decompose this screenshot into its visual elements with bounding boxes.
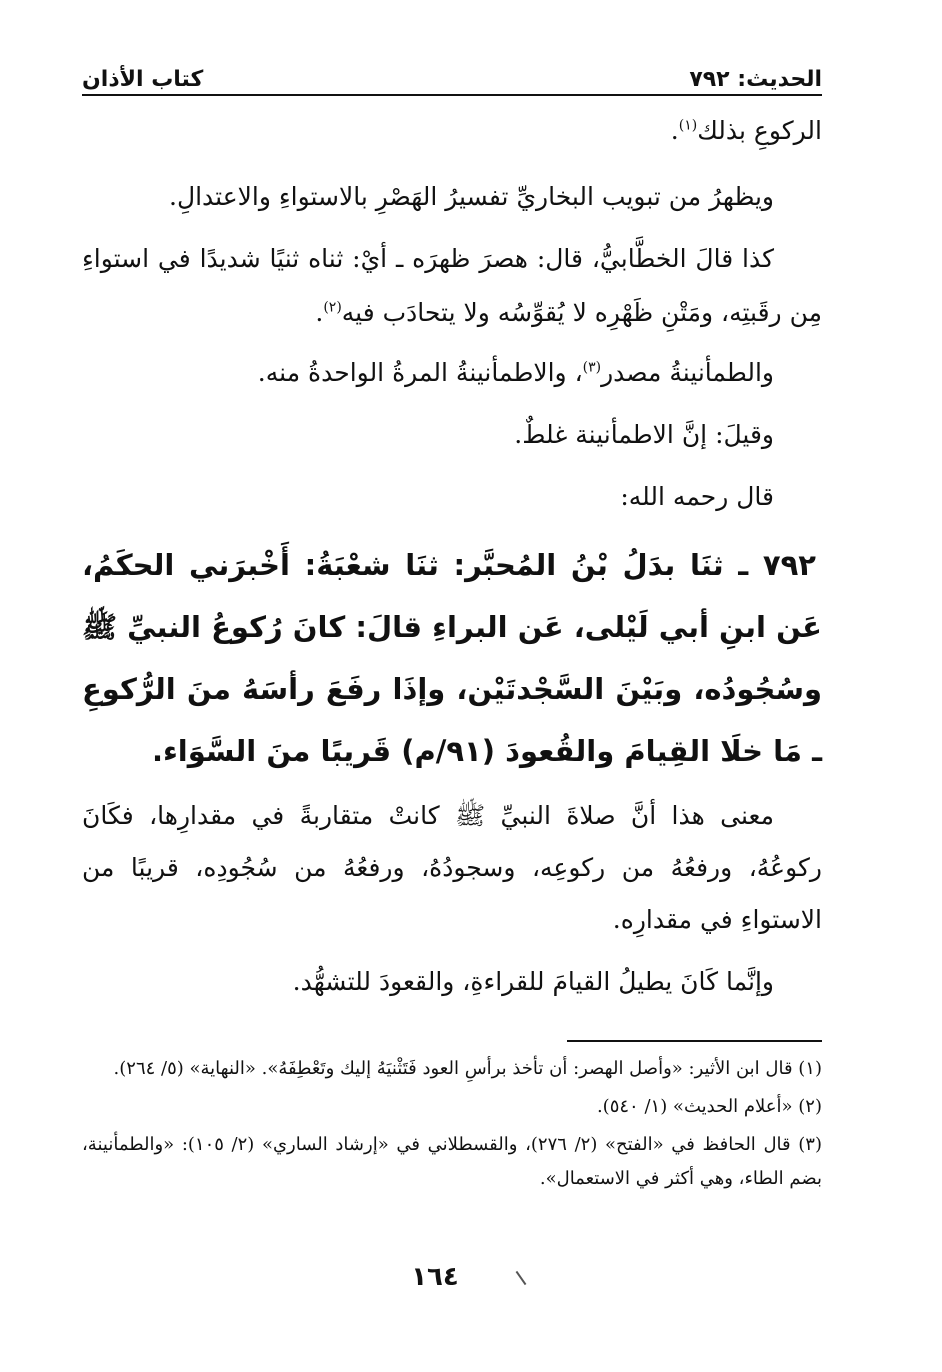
hadith-reference: الحديث: ٧٩٢ — [689, 67, 822, 92]
paragraph — [82, 232, 822, 340]
footnote-rule — [567, 1040, 822, 1042]
paragraph — [82, 346, 822, 400]
scan-mark — [516, 1271, 527, 1285]
commentary-paragraph: وإنَّما كَانَ يطيلُ القيامَ للقراءةِ، والقعودَ للتشهُّد. — [292, 967, 774, 996]
paragraph: قال رحمه الله: — [620, 482, 774, 511]
paragraph-text: كذا قالَ الخطَّابيُّ، قال: هصرَ ظهرَه ـ أيْ: ثناه ثنيًا شديدًا في استواءِ مِن رقَبتِه، ومَتْنِ ظَهْرِه لا يُقوِّسُه ولا يتحادَب فيه — [82, 244, 822, 327]
running-head — [82, 52, 822, 92]
paragraph: وقيلَ: إنَّ الاطمأنينة غلطٌ. — [514, 420, 774, 449]
page-number: ١٦٤ — [411, 1262, 459, 1292]
footnote: (٢) «أعلام الحديث» (١/ ٥٤٠). — [596, 1096, 822, 1117]
paragraph-end: . — [315, 298, 324, 327]
footnote-marker: (٣) — [582, 359, 602, 376]
footnotes — [82, 1052, 822, 1200]
book-title: كتاب الأذان — [82, 67, 204, 92]
paragraph-text: والطمأنينةُ مصدر — [601, 358, 774, 387]
footnote-marker: (١) — [678, 117, 698, 134]
paragraph-text: الركوعِ بذلك — [697, 116, 822, 145]
commentary-paragraph: معنى هذا أنَّ صلاةَ النبيِّ ﷺ كانتْ متقاربةً في مقدارِها، فكَانَ ركوعُهُ، ورفعُهُ من ركوعِه، وسجودُهُ، ورفعُهُ من سُجُودِه، قريبًا من الاستواءِ في مقدارِه. — [82, 801, 822, 934]
footnote-marker: (٢) — [323, 299, 342, 316]
footnote: (٣) قال الحافظ في «الفتح» (٢/ ٢٧٦)، والقسطلاني في «إرشاد الساري» (٢/ ١٠٥): «والطمأنينة، بضم الطاء، وهي أكثر في الاستعمال». — [82, 1134, 822, 1189]
paragraph-end: . — [670, 116, 679, 145]
paragraph-continuation — [82, 104, 822, 158]
paragraph: ويظهرُ من تبويب البخاريِّ تفسيرُ الهَصْرِ بالاستواءِ والاعتدالِ. — [169, 182, 774, 211]
header-rule — [82, 94, 822, 96]
hadith-text: ٧٩٢ ـ ثنَا بدَلُ بْنُ المُحبَّر: ثنَا شعْبَةُ: أَخْبرَني الحكَمُ، عَن ابنِ أبي لَيْلى، عَن البراءِ قالَ: كانَ رُكوعُ النبيِّ ﷺ وسُجُودُه، وبَيْنَ السَّجْدتَيْن، وإذَا رفَعَ رأسَهُ منَ الرُّكوعِ ـ مَا خلَا القِيامَ والقُعودَ (٩١/م) قَريبًا منَ السَّوَاء. — [82, 548, 822, 768]
footnote: (١) قال ابن الأثير: «وأصل الهصر: أن تأخذ برأسِ العود فَتَثْنيَهُ إليك وتَعْطِفَهُ». «النهاية» (٥/ ٢٦٤). — [113, 1058, 822, 1079]
paragraph-text: ، والاطمأنينةُ المرةُ الواحدةُ منه. — [257, 358, 583, 387]
main-text — [82, 104, 822, 1018]
